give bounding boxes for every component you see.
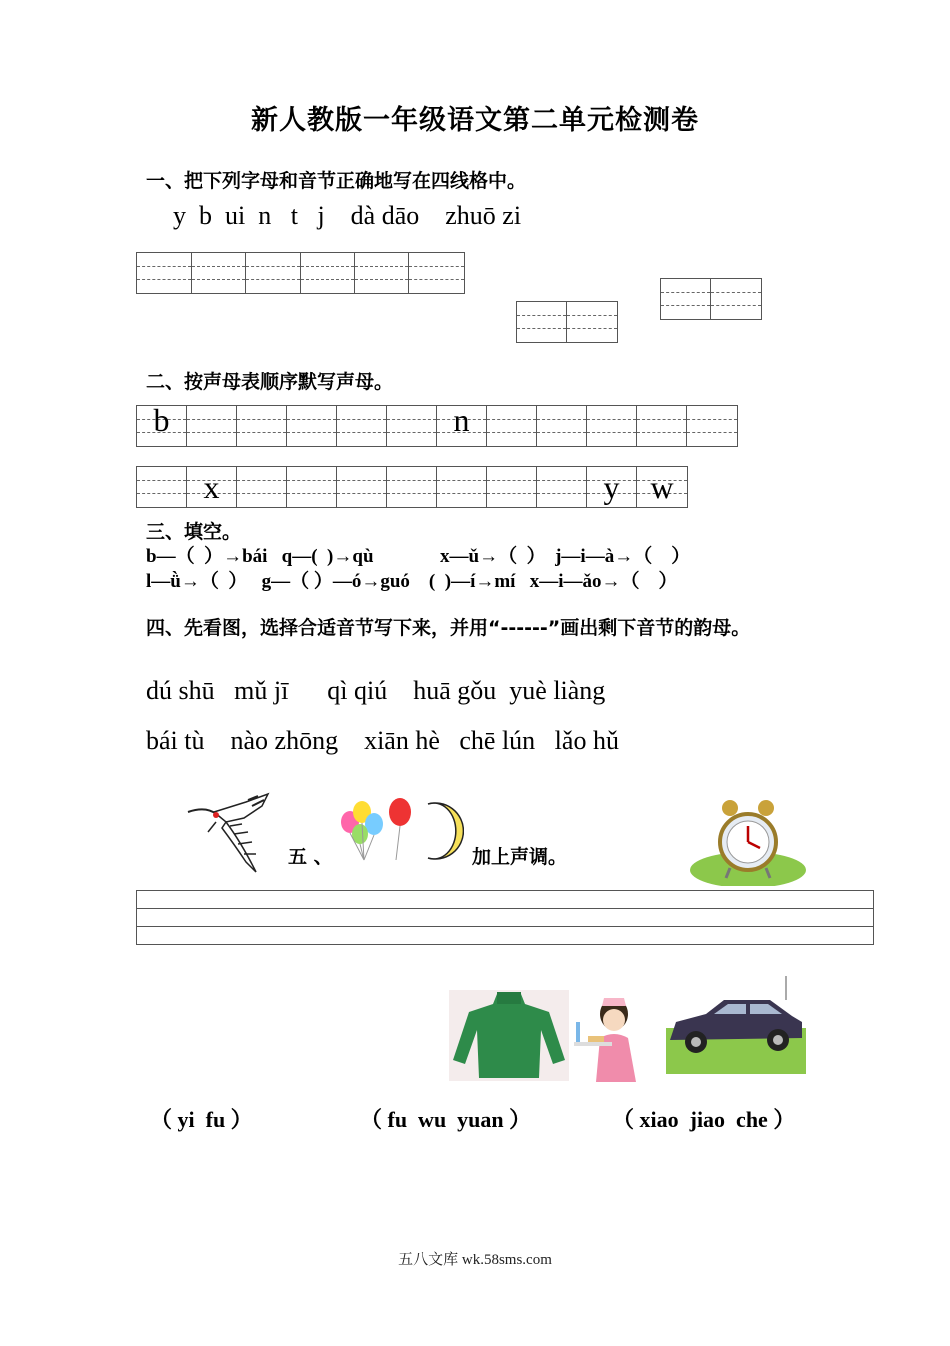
four-line-grid-3 xyxy=(660,278,762,320)
grid-letter: w xyxy=(650,469,674,505)
initials-grid-row1 xyxy=(136,402,738,447)
initials-grid-row2 xyxy=(136,466,688,508)
waitress-image xyxy=(570,992,654,1082)
four-line-grid-1 xyxy=(136,252,465,294)
four-line-grid-2 xyxy=(516,301,618,343)
fill-line-2: l—ǜ→（ ） g—（ ）—ó→guó ( )—í→mí x—i—ǎo→（ ） xyxy=(146,571,678,592)
grid-letter: y xyxy=(603,469,620,505)
answer-2: （ fu wu yuan ） xyxy=(360,1107,532,1132)
section1-heading: 一、把下列字母和音节正确地写在四线格中。 xyxy=(146,170,527,192)
page-title: 新人教版一年级语文第二单元检测卷 xyxy=(251,105,699,136)
answer-1: （ yi fu ） xyxy=(150,1107,253,1132)
balloons-image xyxy=(334,796,414,862)
fill-line-1: b—（ ）→bái q—( )→qù x—ǔ→（ ） j—i—à→（ ） xyxy=(146,546,691,567)
syllables-line-2: bái tù nào zhōng xiān hè chē lún lǎo hǔ xyxy=(146,726,619,755)
grid-letter: b xyxy=(153,402,170,438)
grid-letter: n xyxy=(453,402,470,438)
section1-items: y b ui n t j dà dāo zhuō zi xyxy=(173,201,522,230)
alarm-clock-image xyxy=(690,798,806,886)
writing-lines xyxy=(136,890,874,945)
section3-heading: 三、填空。 xyxy=(146,521,242,543)
syllables-line-1: dú shū mǔ jī qì qiú huā gǒu yuè liàng xyxy=(146,676,606,705)
section4-heading: 四、先看图，选择合适音节写下来，并用“------”画出剩下音节的韵母。 xyxy=(146,617,751,639)
grid-letter: x xyxy=(203,469,220,505)
section5-heading-right: 加上声调。 xyxy=(472,846,568,868)
moon-image xyxy=(414,800,464,862)
answer-3: （ xiao jiao che ） xyxy=(612,1107,796,1132)
footer-text[interactable]: 五八文库 wk.58sms.com xyxy=(398,1252,552,1268)
crane-image xyxy=(186,792,274,878)
section5-heading-left: 五 、 xyxy=(288,846,333,868)
section2-heading: 二、按声母表顺序默写声母。 xyxy=(146,371,394,393)
car-image xyxy=(666,970,806,1074)
sweater-image xyxy=(449,990,569,1081)
